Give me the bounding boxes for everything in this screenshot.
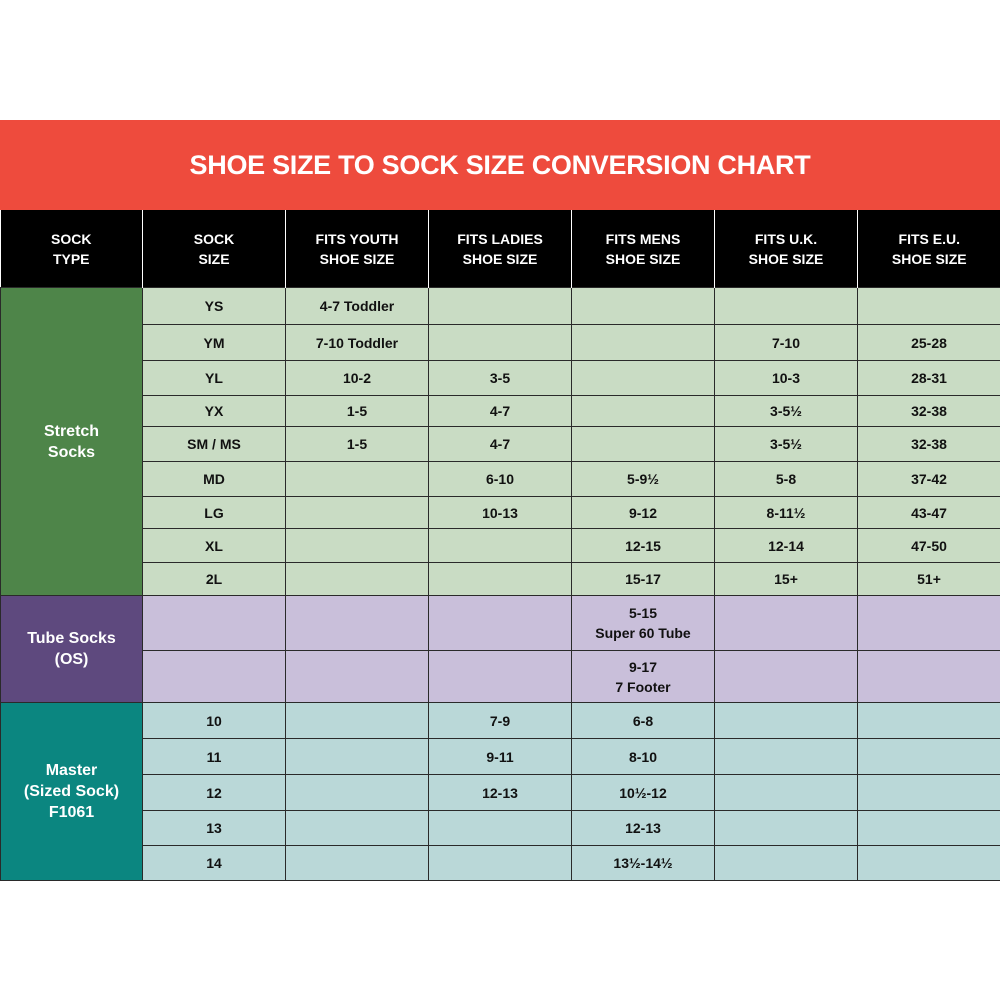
- cell-uk-size: [715, 596, 858, 651]
- header-ladies-size: FITS LADIES SHOE SIZE: [429, 210, 572, 288]
- table-body: [1, 288, 1000, 881]
- table-row: [1, 811, 1000, 846]
- cell-mens-size: 12-15: [572, 529, 715, 563]
- cell-uk-size: [715, 703, 858, 739]
- cell-ladies-size: 12-13: [429, 775, 572, 811]
- cell-youth-size: [286, 462, 429, 497]
- cell-sock-size: 12: [143, 775, 286, 811]
- cell-sock-size: [143, 596, 286, 651]
- cell-sock-size: YL: [143, 361, 286, 396]
- cell-sock-size: LG: [143, 497, 286, 529]
- group-label-tube: Tube Socks (OS): [1, 596, 143, 703]
- cell-ladies-size: 4-7: [429, 396, 572, 427]
- table-row: [1, 497, 1000, 529]
- cell-mens-size: [572, 325, 715, 361]
- cell-eu-size: 32-38: [858, 396, 1000, 427]
- header-eu-size: FITS E.U. SHOE SIZE: [858, 210, 1000, 288]
- cell-mens-size: [572, 288, 715, 325]
- table-row: [1, 325, 1000, 361]
- cell-ladies-size: [429, 651, 572, 703]
- cell-eu-size: [858, 703, 1000, 739]
- cell-sock-size: 10: [143, 703, 286, 739]
- cell-youth-size: 4-7 Toddler: [286, 288, 429, 325]
- cell-sock-size: 11: [143, 739, 286, 775]
- table-row: [1, 651, 1000, 703]
- cell-uk-size: 3-5½: [715, 396, 858, 427]
- cell-youth-size: [286, 596, 429, 651]
- header-youth-size: FITS YOUTH SHOE SIZE: [286, 210, 429, 288]
- cell-eu-size: 37-42: [858, 462, 1000, 497]
- cell-eu-size: [858, 775, 1000, 811]
- cell-ladies-size: [429, 529, 572, 563]
- cell-eu-size: 51+: [858, 563, 1000, 596]
- cell-youth-size: 1-5: [286, 427, 429, 462]
- cell-sock-size: YX: [143, 396, 286, 427]
- cell-uk-size: [715, 846, 858, 881]
- cell-youth-size: 7-10 Toddler: [286, 325, 429, 361]
- cell-eu-size: 28-31: [858, 361, 1000, 396]
- cell-uk-size: [715, 288, 858, 325]
- cell-youth-size: 1-5: [286, 396, 429, 427]
- cell-ladies-size: 9-11: [429, 739, 572, 775]
- cell-youth-size: 10-2: [286, 361, 429, 396]
- cell-ladies-size: 6-10: [429, 462, 572, 497]
- table-row: [1, 563, 1000, 596]
- cell-mens-size: 10½-12: [572, 775, 715, 811]
- cell-eu-size: 25-28: [858, 325, 1000, 361]
- cell-uk-size: 7-10: [715, 325, 858, 361]
- cell-sock-size: 14: [143, 846, 286, 881]
- cell-eu-size: [858, 739, 1000, 775]
- cell-eu-size: [858, 288, 1000, 325]
- cell-mens-size: 15-17: [572, 563, 715, 596]
- cell-youth-size: [286, 775, 429, 811]
- cell-eu-size: [858, 596, 1000, 651]
- cell-mens-size: 5-15 Super 60 Tube: [572, 596, 715, 651]
- header-row: [1, 210, 1000, 288]
- cell-ladies-size: [429, 325, 572, 361]
- cell-eu-size: [858, 651, 1000, 703]
- group-label-master: Master (Sized Sock) F1061: [1, 703, 143, 881]
- cell-eu-size: 32-38: [858, 427, 1000, 462]
- cell-ladies-size: [429, 288, 572, 325]
- header-sock-size: SOCK SIZE: [143, 210, 286, 288]
- table-row: [1, 396, 1000, 427]
- table-row: [1, 739, 1000, 775]
- table-row: [1, 529, 1000, 563]
- cell-mens-size: [572, 427, 715, 462]
- table-row: [1, 288, 1000, 325]
- cell-sock-size: 13: [143, 811, 286, 846]
- table-row: [1, 361, 1000, 396]
- table-row: [1, 775, 1000, 811]
- cell-youth-size: [286, 563, 429, 596]
- table-row: [1, 703, 1000, 739]
- cell-eu-size: [858, 846, 1000, 881]
- cell-eu-size: [858, 811, 1000, 846]
- cell-uk-size: 8-11½: [715, 497, 858, 529]
- table-row: [1, 462, 1000, 497]
- header-uk-size: FITS U.K. SHOE SIZE: [715, 210, 858, 288]
- cell-ladies-size: [429, 563, 572, 596]
- cell-mens-size: 6-8: [572, 703, 715, 739]
- cell-uk-size: [715, 811, 858, 846]
- cell-sock-size: [143, 651, 286, 703]
- table-row: [1, 427, 1000, 462]
- cell-uk-size: [715, 775, 858, 811]
- cell-uk-size: [715, 739, 858, 775]
- table-row: [1, 596, 1000, 651]
- cell-mens-size: 9-17 7 Footer: [572, 651, 715, 703]
- cell-mens-size: 9-12: [572, 497, 715, 529]
- conversion-table: [0, 210, 1000, 881]
- cell-mens-size: 12-13: [572, 811, 715, 846]
- size-conversion-chart: [0, 120, 1000, 881]
- cell-eu-size: 47-50: [858, 529, 1000, 563]
- cell-mens-size: 8-10: [572, 739, 715, 775]
- cell-uk-size: 5-8: [715, 462, 858, 497]
- cell-youth-size: [286, 739, 429, 775]
- cell-ladies-size: [429, 846, 572, 881]
- cell-youth-size: [286, 651, 429, 703]
- cell-sock-size: 2L: [143, 563, 286, 596]
- cell-ladies-size: 10-13: [429, 497, 572, 529]
- cell-uk-size: 15+: [715, 563, 858, 596]
- table-row: [1, 846, 1000, 881]
- cell-youth-size: [286, 529, 429, 563]
- cell-sock-size: XL: [143, 529, 286, 563]
- cell-ladies-size: [429, 596, 572, 651]
- cell-youth-size: [286, 811, 429, 846]
- chart-title: SHOE SIZE TO SOCK SIZE CONVERSION CHART: [0, 120, 1000, 210]
- cell-ladies-size: 4-7: [429, 427, 572, 462]
- cell-ladies-size: [429, 811, 572, 846]
- cell-uk-size: 3-5½: [715, 427, 858, 462]
- cell-youth-size: [286, 497, 429, 529]
- cell-ladies-size: 3-5: [429, 361, 572, 396]
- cell-uk-size: 12-14: [715, 529, 858, 563]
- cell-sock-size: SM / MS: [143, 427, 286, 462]
- header-mens-size: FITS MENS SHOE SIZE: [572, 210, 715, 288]
- cell-mens-size: [572, 361, 715, 396]
- cell-sock-size: YS: [143, 288, 286, 325]
- cell-mens-size: 5-9½: [572, 462, 715, 497]
- group-label-stretch: Stretch Socks: [1, 288, 143, 596]
- cell-ladies-size: 7-9: [429, 703, 572, 739]
- cell-eu-size: 43-47: [858, 497, 1000, 529]
- cell-sock-size: YM: [143, 325, 286, 361]
- cell-uk-size: 10-3: [715, 361, 858, 396]
- cell-sock-size: MD: [143, 462, 286, 497]
- cell-uk-size: [715, 651, 858, 703]
- cell-mens-size: 13½-14½: [572, 846, 715, 881]
- cell-youth-size: [286, 703, 429, 739]
- header-sock-type: SOCK TYPE: [1, 210, 143, 288]
- cell-youth-size: [286, 846, 429, 881]
- cell-mens-size: [572, 396, 715, 427]
